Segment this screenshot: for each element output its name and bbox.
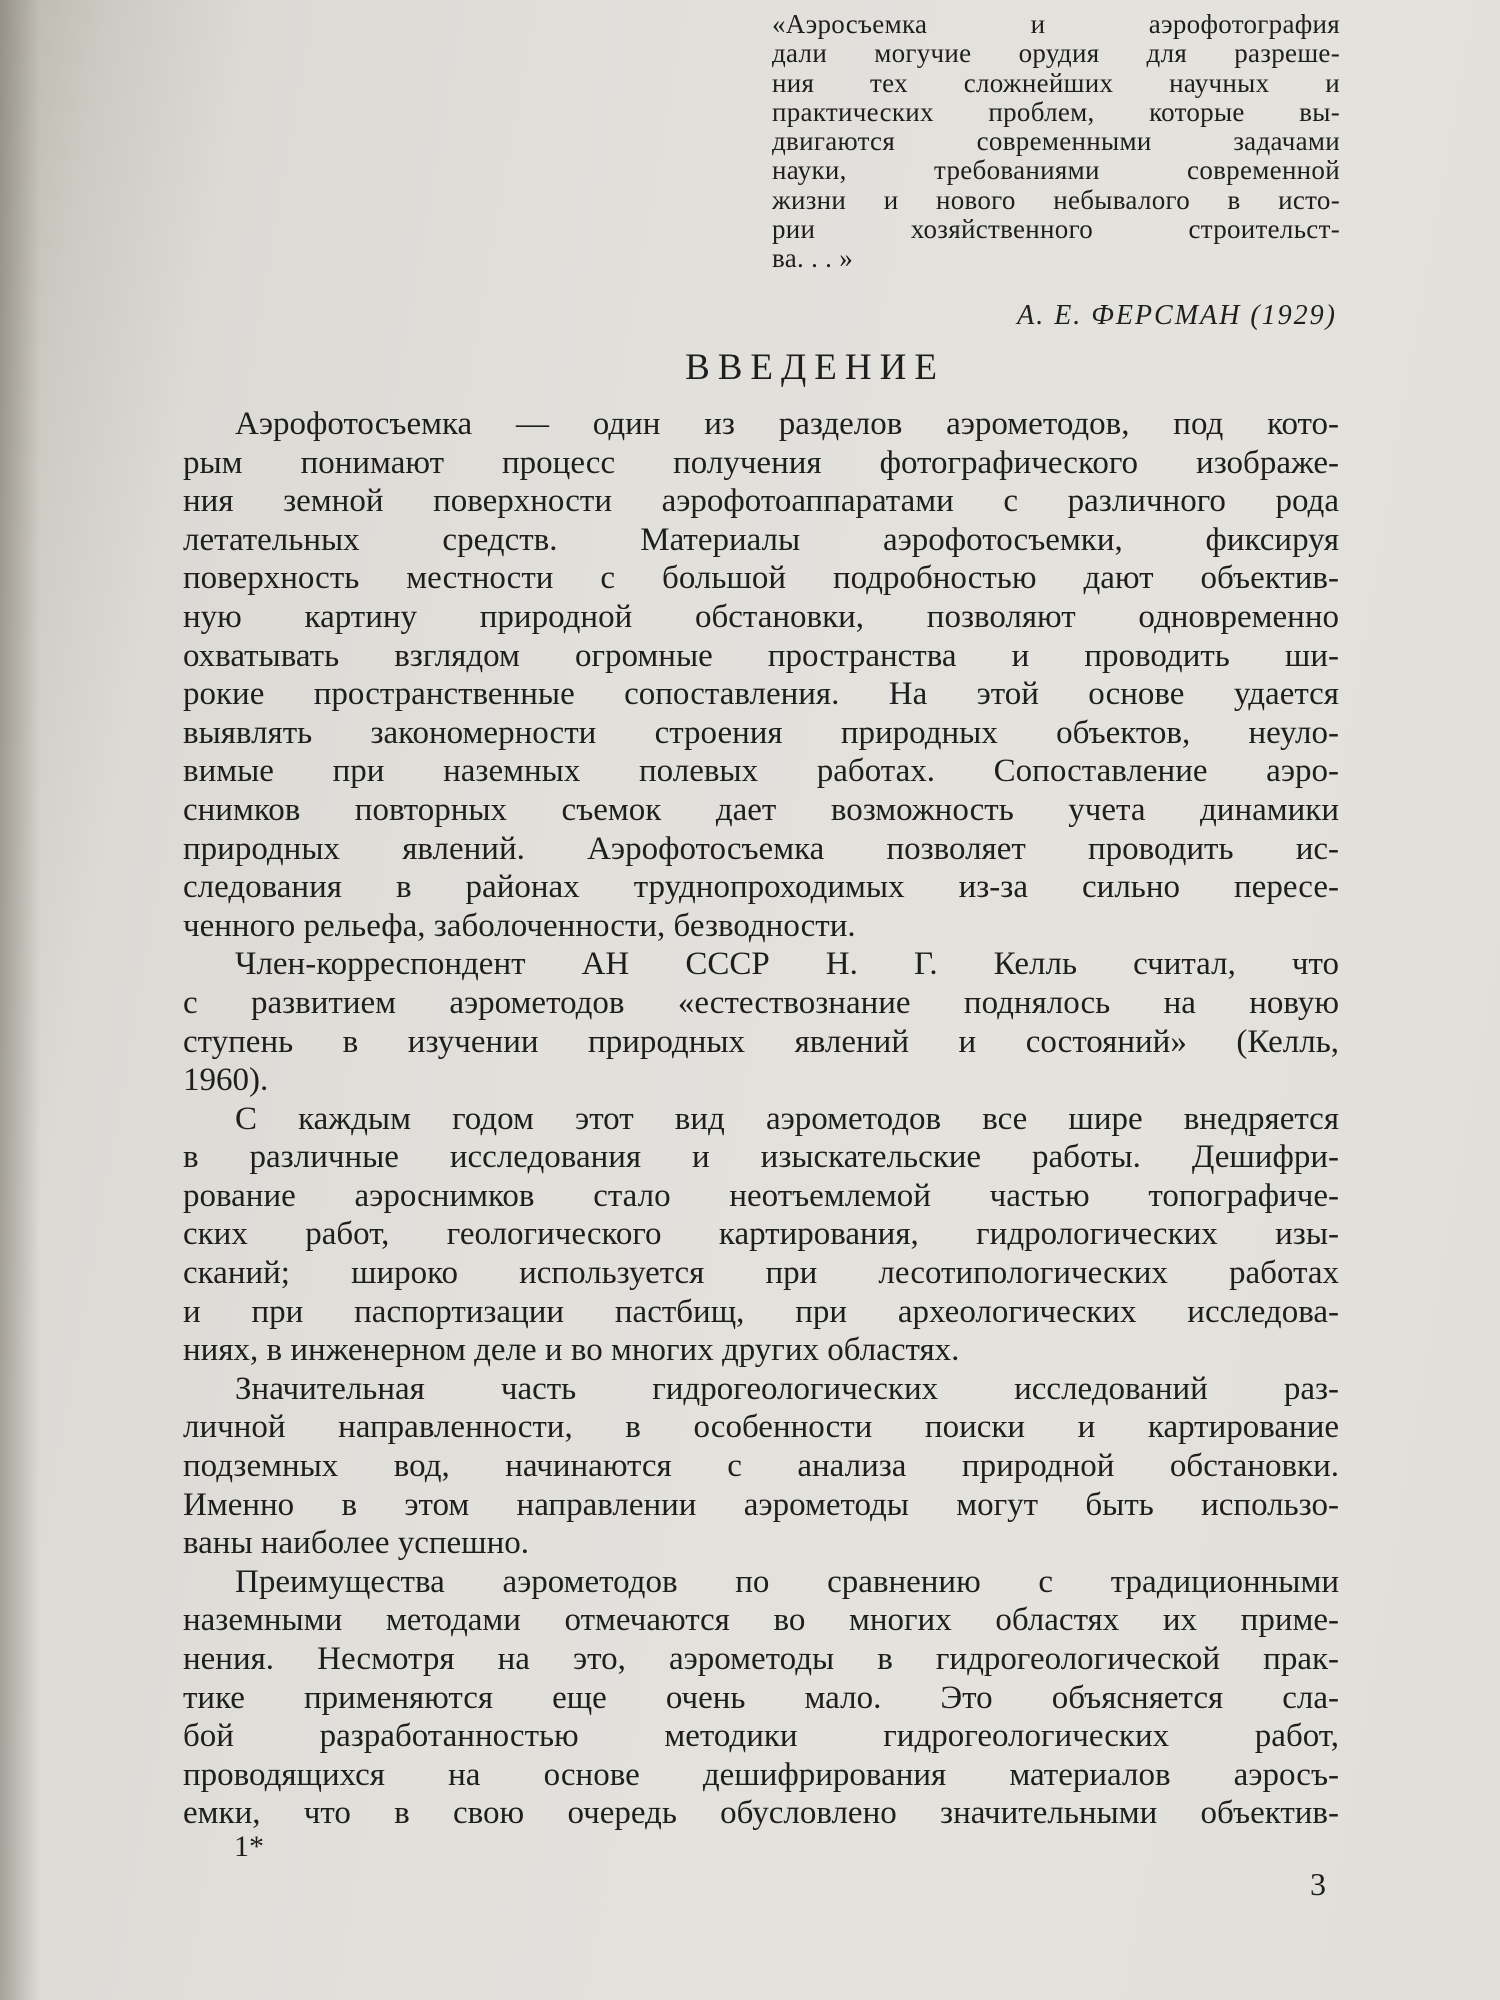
epigraph-quote — [772, 10, 1340, 274]
text-line: природных явлений. Аэрофотосъемка позволяет проводить ис- — [183, 830, 1339, 867]
page-number: 3 — [1310, 1866, 1326, 1902]
text-line: сканий; широко используется при лесотипологических работах — [183, 1255, 1339, 1292]
epigraph-line: науки, требованиями современной — [772, 155, 1340, 186]
epigraph-line: двигаются современными задачами — [772, 126, 1340, 157]
text-line: в различные исследования и изыскательские работы. Дешифри- — [183, 1139, 1339, 1176]
text-line: летательных средств. Материалы аэрофотосъемки, фиксируя — [183, 521, 1339, 558]
text-line: следования в районах труднопроходимых из-за сильно пересе- — [183, 869, 1339, 906]
text-line: ступень в изучении природных явлений и состояний» (Келль, — [183, 1023, 1339, 1060]
epigraph-line: жизни и нового небывалого в исто- — [772, 184, 1340, 215]
text-line: тике применяются еще очень мало. Это объясняется сла- — [183, 1679, 1339, 1716]
text-line: поверхность местности с большой подробностью дают объектив- — [183, 560, 1339, 597]
text-line: Аэрофотосъемка — один из разделов аэрометодов, под кото- — [235, 406, 1339, 442]
text-line: нения. Несмотря на это, аэрометоды в гидрогеологической прак- — [183, 1641, 1339, 1677]
binding-shadow — [0, 0, 40, 2000]
footnote-mark: 1* — [234, 1830, 264, 1863]
text-line: Член-корреспондент АН СССР Н. Г. Келль считал, что — [235, 946, 1339, 983]
text-line: 1960). — [183, 1062, 269, 1099]
text-line: личной направленности, в особенности поиски и картирование — [183, 1409, 1339, 1446]
text-line: рокие пространственные сопоставления. На этой основе удается — [183, 676, 1339, 713]
text-line: ченного рельефа, заболоченности, безводности. — [183, 907, 856, 944]
text-line: и при паспортизации пастбищ, при археологических исследова- — [183, 1293, 1339, 1330]
text-line: вимые при наземных полевых работах. Сопоставление аэро- — [183, 753, 1339, 790]
text-line: бой разработанностью методики гидрогеологических работ, — [183, 1718, 1339, 1755]
text-line: выявлять закономерности строения природных объектов, неуло- — [183, 714, 1339, 751]
body-text — [183, 405, 1339, 1833]
epigraph-author: А. Е. ФЕРСМАН (1929) — [1017, 300, 1337, 331]
text-line: снимков повторных съемок дает возможность учета динамики — [183, 791, 1339, 828]
text-line: Значительная часть гидрогеологических исследований раз- — [235, 1370, 1339, 1407]
epigraph-line: практических проблем, которые вы- — [772, 96, 1340, 127]
text-line: проводящихся на основе дешифрирования материалов аэросъ- — [183, 1756, 1339, 1793]
epigraph-line: «Аэросъемка и аэрофотография — [772, 9, 1340, 39]
epigraph-line: дали могучие орудия для разреше- — [772, 38, 1340, 69]
text-line: с развитием аэрометодов «естествознание поднялось на новую — [183, 984, 1339, 1021]
text-line: емки, что в свою очередь обусловлено значительными объектив- — [183, 1795, 1339, 1832]
text-line: наземными методами отмечаются во многих областях их приме- — [183, 1602, 1339, 1639]
text-line: ских работ, геологического картирования, гидрологических изы- — [183, 1216, 1339, 1253]
text-line: рование аэроснимков стало неотъемлемой частью топографиче- — [183, 1177, 1339, 1214]
section-heading: ВВЕДЕНИЕ — [685, 347, 945, 388]
epigraph-line: рии хозяйственного строительст- — [772, 214, 1340, 245]
text-line: рым понимают процесс получения фотографического изображе- — [183, 444, 1339, 481]
text-line: подземных вод, начинаются с анализа природной обстановки. — [183, 1448, 1339, 1485]
epigraph-line: ния тех сложнейших научных и — [772, 67, 1340, 98]
text-line: Преимущества аэрометодов по сравнению с традиционными — [235, 1563, 1339, 1600]
text-line: Именно в этом направлении аэрометоды могут быть использо- — [183, 1486, 1339, 1523]
text-line: ниях, в инженерном деле и во многих других областях. — [183, 1332, 960, 1369]
text-line: ную картину природной обстановки, позволяют одновременно — [183, 598, 1339, 635]
epigraph-line: ва. . . » — [772, 243, 854, 274]
text-line: ваны наиболее успешно. — [183, 1525, 529, 1562]
text-line: С каждым годом этот вид аэрометодов все шире внедряется — [235, 1100, 1339, 1137]
text-line: ния земной поверхности аэрофотоаппаратами с различного рода — [183, 483, 1339, 520]
text-line: охватывать взглядом огромные пространства и проводить ши- — [183, 637, 1339, 674]
